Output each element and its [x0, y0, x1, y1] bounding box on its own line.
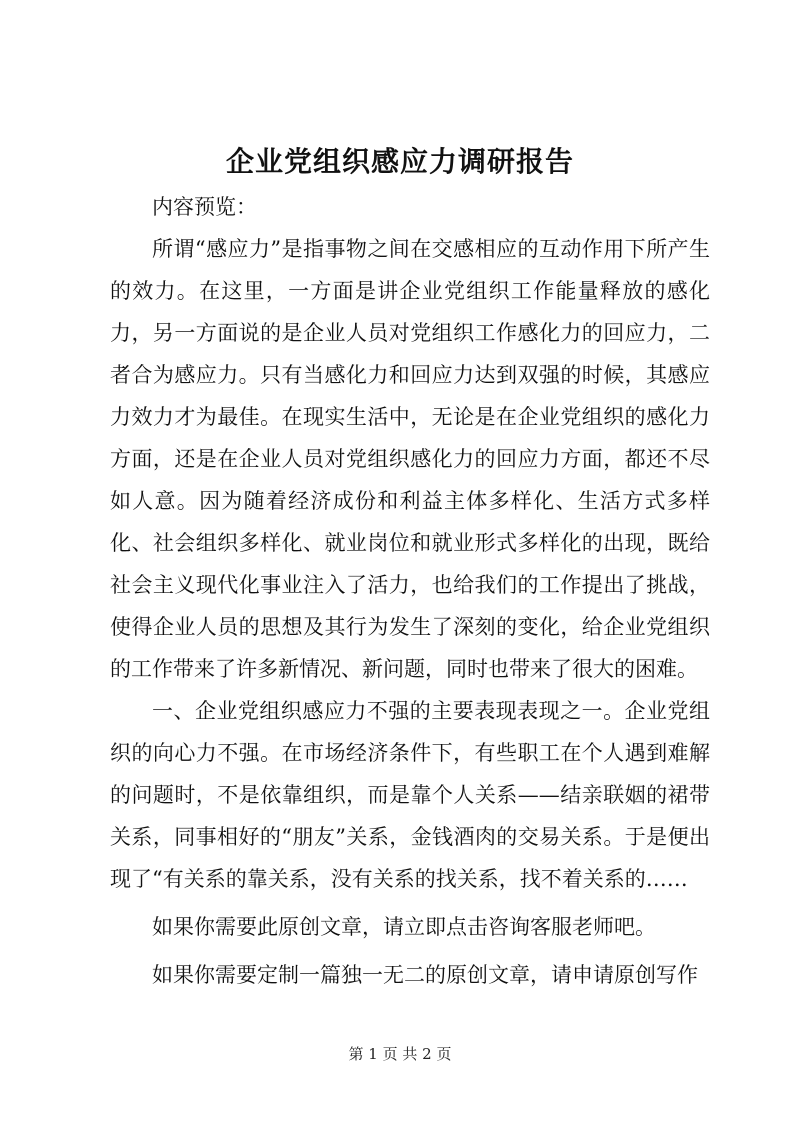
paragraph-consult-prompt: 如果你需要此原创文章，请立即点击咨询客服老师吧。 [152, 915, 656, 939]
preview-label: 内容预览： [152, 195, 257, 219]
paragraph-intro: 所谓“感应力”是指事物之间在交感相应的互动作用下所产生的效力。在这里，一方面是讲企业党组织工作能量释放的感化力，另一方面说的是企业人员对党组织工作感化力的回应力，二者合为感应力。只有当感化力和回应力达到双强的时候，其感应力效力才为最佳。在现实生活中，无论是在企业党组织的感化力方面，还是在企业人员对党组织感化力的回应力方面，都还不尽如人意。因为随着经济成份和利益主体多样化、生活方式多样化、社会组织多样化、就业岗位和就业形式多样化的出现，既给社会主义现代化事业注入了活力，也给我们的工作提出了挑战，使得企业人员的思想及其行为发生了深刻的变化，给企业党组织的工作带来了许多新情况、新问题，同时也带来了很大的困难。 [110, 237, 710, 681]
page-footer: 第 1 页 共 2 页 [348, 1045, 452, 1063]
document-title: 企业党组织感应力调研报告 [225, 145, 574, 178]
paragraph-custom-prompt: 如果你需要定制一篇独一无二的原创文章，请申请原创写作 [152, 963, 698, 987]
paragraph-section-one: 一、企业党组织感应力不强的主要表现表现之一。企业党组织的向心力不强。在市场经济条件下，有些职工在个人遇到难解的问题时，不是依靠组织，而是靠个人关系——结亲联姻的裙带关系，同事相好的“朋友”关系，金钱酒肉的交易关系。于是便出现了“有关系的靠关系，没有关系的找关系，找不着关系的…… [110, 699, 710, 891]
document-body [110, 186, 710, 996]
